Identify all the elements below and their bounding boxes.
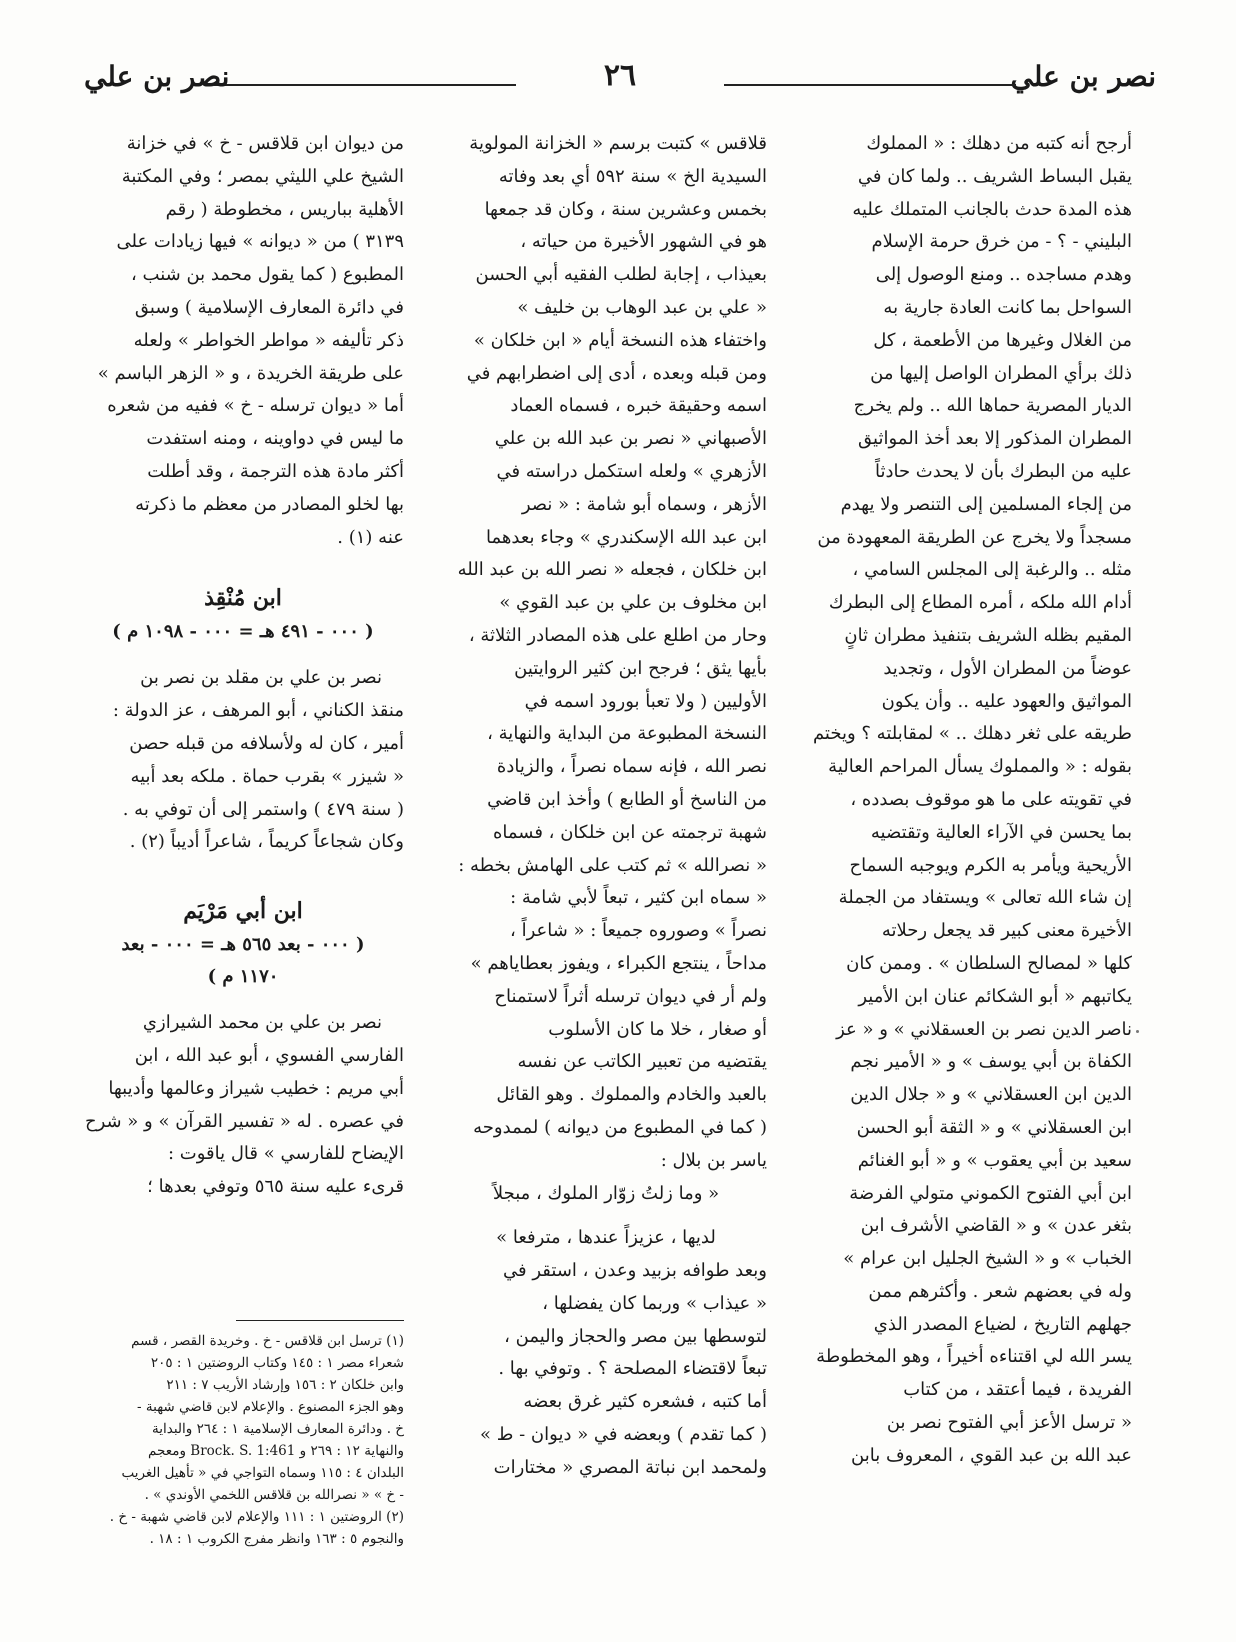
footnote-line: (٢) الروضتين ١ : ١١١ والإعلام لابن قاضي شهبة - خ . bbox=[109, 1509, 404, 1525]
text-line: « سماه ابن كثير ، تبعاً لأبي شامة : bbox=[510, 887, 767, 909]
text-line: ذكر تأليفه « مواطر الخواطر » ولعله bbox=[133, 329, 404, 351]
text-line: ولم أر في ديوان ترسله أثراً لاستمناح bbox=[494, 985, 767, 1007]
text-line: ابن مخلوف بن علي بن عبد القوي » bbox=[499, 592, 767, 614]
text-line: وهدم مساجده .. ومنع الوصول إلى bbox=[875, 264, 1132, 286]
text-line: نصر بن علي بن محمد الشيرازي bbox=[142, 1012, 382, 1034]
text-line: في عصره . له « تفسير القرآن » و « شرح bbox=[84, 1110, 404, 1132]
text-line: ٣١٣٩ ) من « ديوانه » فيها زيادات على bbox=[116, 231, 404, 253]
text-line: أمير ، كان له ولأسلافه من قبله حصن bbox=[129, 732, 404, 754]
text-line: الأهلية بباريس ، مخطوطة ( رقم bbox=[165, 198, 404, 220]
text-line: وله في بعضهم شعر . وأكثرهم ممن bbox=[868, 1280, 1132, 1302]
text-line: الأزهر ، وسماه أبو شامة : « نصر bbox=[521, 493, 767, 515]
text-line: المقيم بظله الشريف بتنفيذ مطران ثانٍ bbox=[844, 624, 1132, 646]
text-line: البليني - ؟ - من خرق حرمة الإسلام bbox=[871, 231, 1132, 253]
text-line: من الناسخ أو الطابع ) وأخذ ابن قاضي bbox=[487, 788, 767, 810]
text-line: من الغلال وغيرها من الأطعمة ، كل bbox=[873, 329, 1132, 351]
text-line: في تقويته على ما هو موقوف بصدده ، bbox=[850, 788, 1132, 810]
text-line: الفريدة ، فيما أعتقد ، من كتاب bbox=[903, 1379, 1132, 1401]
page-header bbox=[84, 58, 1156, 104]
entry-title-ibn-munqidh: ابن مُنْقِذ bbox=[204, 585, 282, 612]
verse-line-1: « وما زلتُ زوّار الملوك ، مبجلاً bbox=[492, 1182, 720, 1204]
text-line: شهبة ترجمته عن ابن خلكان ، فسماه bbox=[492, 821, 767, 843]
text-line: وكان شجاعاً كريماً ، شاعراً أديباً (٢) . bbox=[129, 831, 404, 853]
text-line: المطبوع ( كما يقول محمد بن شنب ، bbox=[131, 264, 404, 286]
text-line: وبعد طوافه بزبيد وعدن ، استقر في bbox=[503, 1260, 767, 1282]
footnote-line: (١) ترسل ابن قلاقس - خ . وخريدة القصر ، قسم bbox=[131, 1333, 404, 1349]
text-line: أدام الله ملكه ، أمره المطاع إلى البطرك bbox=[828, 592, 1132, 614]
text-line: ( سنة ٤٧٩ ) واستمر إلى أن توفي به . bbox=[122, 798, 404, 820]
text-line: أما « ديوان ترسله - خ » ففيه من شعره bbox=[107, 395, 404, 417]
entry-dates-ibn-abi-maryam-2: ١١٧٠ م ) bbox=[207, 966, 279, 988]
entry-dates-ibn-munqidh: ( ٠٠٠ - ٤٩١ هـ = ٠٠٠ - ١٠٩٨ م ) bbox=[112, 621, 374, 643]
text-line: بثغر عدن » و « القاضي الأشرف ابن bbox=[860, 1215, 1132, 1237]
text-line: مداحاً ، ينتجع الكبراء ، ويفوز بعطاياهم » bbox=[470, 952, 767, 974]
text-line: نصراً » وصوروه جميعاً : « شاعراً ، bbox=[510, 920, 767, 942]
text-line: يسر الله لي اقتناءه أخيراً ، وهو المخطوطة bbox=[816, 1346, 1132, 1368]
text-line: بقوله : « والمملوك يسأل المراحم العالية bbox=[828, 756, 1132, 778]
text-line: يقبل البساط الشريف .. ولما كان في bbox=[857, 165, 1132, 187]
text-line: الأخيرة معنى كبير قد يجعل رحلاته bbox=[881, 920, 1132, 942]
text-line: بأيها يثق ؛ فرجح ابن كثير الروايتين bbox=[514, 657, 767, 679]
text-line: مثله .. والرغبة إلى المجلس السامي ، bbox=[852, 559, 1132, 581]
text-line: الأريحية ويأمر به الكرم ويوجبه السماح bbox=[849, 854, 1132, 876]
text-line: هذه المدة حدث بالجانب المتملك عليه bbox=[852, 198, 1132, 220]
text-line: ( كما تقدم ) وبعضه في « ديوان - ط » bbox=[480, 1424, 767, 1446]
text-line: تبعاً لاقتضاء المصلحة ؟ . وتوفي بها . bbox=[498, 1358, 767, 1380]
text-line: ابن أبي الفتوح الكموني متولي الفرضة bbox=[849, 1182, 1132, 1204]
text-line: بخمس وعشرين سنة ، وكان قد جمعها bbox=[484, 198, 767, 220]
text-line: ما ليس في دواوينه ، ومنه استفدت bbox=[146, 428, 404, 450]
text-line: « علي بن عبد الوهاب بن خليف » bbox=[517, 296, 767, 318]
text-line: ولمحمد ابن نباتة المصري « مختارات bbox=[493, 1456, 767, 1478]
footnote-line: خ . ودائرة المعارف الإسلامية ١ : ٢٦٤ والبداية bbox=[152, 1421, 404, 1437]
text-line: السواحل بما كانت العادة جارية به bbox=[883, 296, 1132, 318]
header-rule-left bbox=[214, 84, 516, 86]
verse-line-2: لديها ، عزيزاً عندها ، مترفعا » bbox=[496, 1227, 716, 1249]
text-line: الأوليين ( ولا تعبأ بورود اسمه في bbox=[524, 690, 767, 712]
text-line: ابن العسقلاني » و « الثقة أبو الحسن bbox=[856, 1116, 1132, 1138]
footnote-line: وابن خلكان ٢ : ١٥٦ وإرشاد الأريب ٧ : ٢١١ bbox=[166, 1377, 404, 1393]
text-line: ناصر الدين نصر بن العسقلاني » و « عز bbox=[836, 1018, 1132, 1040]
footnote-line: - خ » « نصرالله بن قلاقس اللخمي الأوندي » . bbox=[144, 1487, 404, 1503]
footnotes bbox=[82, 1330, 404, 1550]
footnote-line: وهو الجزء المصنوع . والإعلام لابن قاضي شهبة - bbox=[137, 1399, 404, 1415]
text-line: عليه من البطرك بأن لا يحدث حادثاً bbox=[874, 460, 1132, 482]
text-line: « شيزر » بقرب حماة . ملكه بعد أبيه bbox=[130, 765, 404, 787]
running-head-right: نصر بن علي bbox=[1010, 60, 1156, 93]
left-column-body bbox=[82, 128, 404, 554]
text-line: واختفاء هذه النسخة أيام « ابن خلكان » bbox=[473, 329, 767, 351]
text-line: المواثيق والعهود عليه .. وأن يكون bbox=[881, 690, 1132, 712]
text-line: ومن قبله وبعده ، أدى إلى اضطرابهم في bbox=[466, 362, 767, 384]
text-line: « ترسل الأعز أبي الفتوح نصر بن bbox=[886, 1412, 1132, 1434]
text-line: لتوسطها بين مصر والحجاز واليمن ، bbox=[504, 1325, 767, 1347]
text-line: بها لخلو المصادر من معظم ما ذكرته bbox=[135, 493, 404, 515]
text-column-right bbox=[810, 128, 1132, 1473]
footnote-line: والنهاية ١٢ : ٢٦٩ و Brock. S. 1:461 ومعجم bbox=[148, 1443, 404, 1459]
text-line: سعيد بن أبي يعقوب » و « أبو الغنائم bbox=[857, 1149, 1132, 1171]
text-line: إن شاء الله تعالى » ويستفاد من الجملة bbox=[838, 887, 1132, 909]
running-head-left: نصر بن علي bbox=[84, 60, 230, 93]
text-line: المطران المذكور إلا بعد أخذ المواثيق bbox=[858, 428, 1132, 450]
text-line: جهلهم التاريخ ، لضياع المصدر الذي bbox=[873, 1313, 1132, 1335]
text-line: أو صغار ، خلا ما كان الأسلوب bbox=[548, 1018, 767, 1040]
text-line: ابن عبد الله الإسكندري » وجاء بعدهما bbox=[485, 526, 767, 548]
text-line: الكفاة بن أبي يوسف » و « الأمير نجم bbox=[850, 1051, 1132, 1073]
text-column-left bbox=[82, 128, 404, 1204]
text-line: يقتضيه من تعبير الكاتب عن نفسه bbox=[517, 1051, 767, 1073]
text-line: قرىء عليه سنة ٥٦٥ وتوفي بعدها ؛ bbox=[147, 1176, 404, 1198]
text-line: أكثر مادة هذه الترجمة ، وقد أطلت bbox=[147, 460, 404, 482]
text-line: « نصرالله » ثم كتب على الهامش بخطه : bbox=[458, 854, 767, 876]
text-line: الإيضاح للفارسي » قال ياقوت : bbox=[168, 1143, 404, 1165]
text-line: الشيخ علي الليثي بمصر ؛ وفي المكتبة bbox=[121, 165, 404, 187]
text-line: في دائرة المعارف الإسلامية ) وسبق bbox=[134, 296, 404, 318]
footnote-rule bbox=[236, 1320, 404, 1321]
text-line: قلاقس » كتبت برسم « الخزانة المولوية bbox=[469, 133, 767, 154]
text-line: اسمه وحقيقة خبره ، فسماه العماد bbox=[510, 395, 767, 417]
text-line: الفارسي الفسوي ، أبو عبد الله ، ابن bbox=[134, 1044, 404, 1066]
footnote-line: البلدان ٤ : ١١٥ وسماه التواجي في « تأهيل الغريب bbox=[121, 1465, 404, 1481]
text-line: من إلجاء المسلمين إلى التنصر ولا يهدم bbox=[840, 493, 1132, 515]
text-line: نصر الله ، فإنه سماه نصراً ، والزيادة bbox=[496, 756, 767, 778]
entry-dates-ibn-abi-maryam-1: ( ٠٠٠ - بعد ٥٦٥ هـ = ٠٠٠ - بعد bbox=[121, 934, 365, 956]
text-line: ياسر بن بلال : bbox=[660, 1149, 767, 1171]
text-line: على طريقة الخريدة ، و « الزهر الباسم » bbox=[97, 362, 404, 384]
text-line: عنه (١) . bbox=[337, 526, 404, 548]
text-line: طريقه على ثغر دهلك .. » لمقابلته ؟ ويختم bbox=[812, 723, 1132, 745]
text-line: مسجداً ولا يخرج عن الطريقة المعهودة من bbox=[817, 526, 1132, 548]
text-line: أبي مريم : خطيب شيراز وعالمها وأديبها bbox=[108, 1077, 404, 1099]
text-column-middle bbox=[445, 128, 767, 1485]
page-number: ٢٦ bbox=[596, 58, 644, 93]
footnote-line: والنجوم ٥ : ١٦٣ وانظر مفرج الكروب ١ : ١٨ . bbox=[149, 1531, 404, 1547]
header-rule-right bbox=[724, 84, 1016, 86]
text-line: كلها « لمصالح السلطان » . وممن كان bbox=[846, 952, 1132, 974]
text-line: عوضاً من المطران الأول ، وتجديد bbox=[883, 657, 1132, 679]
text-line: يكاتبهم « أبو الشكائم عنان ابن الأمير bbox=[858, 985, 1132, 1007]
text-line: وحار من اطلع على هذه المصادر الثلاثة ، bbox=[468, 624, 767, 646]
text-line: هو في الشهور الأخيرة من حياته ، bbox=[520, 231, 767, 253]
text-line: النسخة المطبوعة من البداية والنهاية ، bbox=[487, 723, 767, 745]
text-line: نصر بن علي بن مقلد بن نصر بن bbox=[140, 667, 382, 689]
text-line: أما كتبه ، فشعره كثير غرق بعضه bbox=[523, 1391, 767, 1413]
entry-title-ibn-abi-maryam: ابن أبي مَرْيَم bbox=[183, 898, 303, 925]
text-line: الأصبهاني « نصر بن عبد الله بن علي bbox=[494, 428, 767, 450]
text-line: ( كما في المطبوع من ديوانه ) لممدوحه bbox=[473, 1116, 767, 1138]
text-line: بعيذاب ، إجابة لطلب الفقيه أبي الحسن bbox=[475, 264, 767, 286]
text-line: من ديوان ابن قلاقس - خ » في خزانة bbox=[126, 133, 404, 154]
middle-column-body bbox=[445, 128, 767, 1178]
text-line: عبد الله بن عبد القوي ، المعروف بابن bbox=[851, 1444, 1132, 1466]
middle-column-continuation bbox=[445, 1255, 767, 1485]
text-line: الدين ابن العسقلاني » و « جلال الدين bbox=[850, 1084, 1132, 1106]
scan-speck bbox=[1136, 1030, 1139, 1033]
text-line: أرجح أنه كتبه من دهلك : « المملوك bbox=[866, 133, 1132, 154]
text-line: بالعبد والخادم والمملوك . وهو القائل bbox=[496, 1084, 767, 1106]
entry-body-ibn-abi-maryam bbox=[82, 1007, 404, 1204]
text-line: منقذ الكناني ، أبو المرهف ، عز الدولة : bbox=[112, 700, 404, 722]
text-line: الديار المصرية حماها الله .. ولم يخرج bbox=[853, 395, 1132, 417]
text-line: « عيذاب » وربما كان يفضلها ، bbox=[542, 1292, 767, 1314]
text-line: السيدية الخ » سنة ٥٩٢ أي بعد وفاته bbox=[498, 165, 767, 187]
entry-body-ibn-munqidh bbox=[82, 662, 404, 859]
text-line: ابن خلكان ، فجعله « نصر الله بن عبد الله bbox=[457, 559, 767, 581]
footnote-line: شعراء مصر ١ : ١٤٥ وكتاب الروضتين ١ : ٢٠٥ bbox=[150, 1355, 404, 1371]
text-line: الأزهري » ولعله استكمل دراسته في bbox=[496, 460, 767, 482]
text-line: ذلك برأي المطران الواصل إليها من bbox=[870, 362, 1132, 384]
text-line: الخباب » و « الشيخ الجليل ابن عرام » bbox=[843, 1248, 1132, 1270]
text-line: بما يحسن في الآراء العالية وتقتضيه bbox=[870, 821, 1132, 843]
